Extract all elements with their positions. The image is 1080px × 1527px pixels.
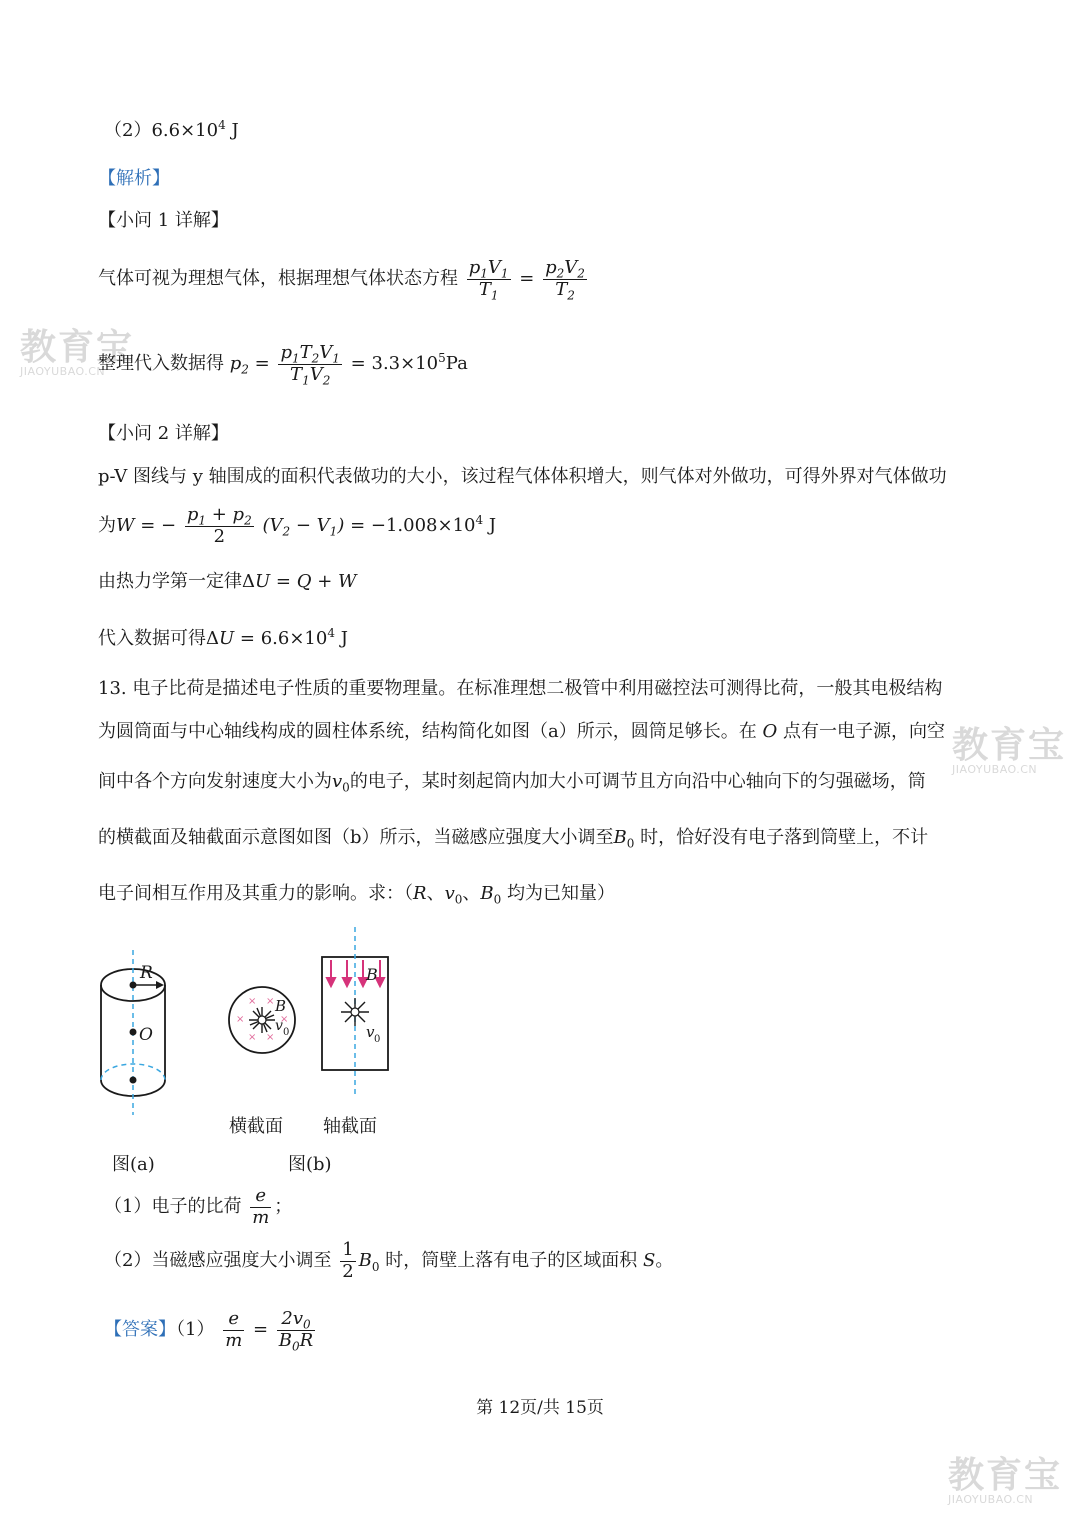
svg-text:×: ×: [236, 1014, 245, 1025]
q13-line3: 间中各个方向发射速度大小为$v_0$的电子，某时刻起筒内加大小可调节且方向沿中心轴向下的匀强磁场，筒: [98, 771, 926, 795]
axial-section-caption: 轴截面: [323, 1116, 377, 1137]
formula-one-half: $\frac{1}{2}$: [342, 1239, 354, 1282]
formula-p1v1-t1: $\frac{p_1V_1}{T_1}$: [468, 257, 509, 303]
svg-text:×: ×: [248, 1032, 257, 1043]
answer-line: 【答案】（1） $\frac{e}{m}$ = $\frac{2v_0}{B_0R}$: [104, 1308, 314, 1354]
svg-text:0: 0: [374, 1034, 381, 1045]
delta-u-line: 代入数据可得$\Delta U = 6.6\times 10^4$ J: [98, 626, 348, 649]
q12-answer-2: $(2)6.6\times 10^4$ J: [104, 118, 239, 141]
sub2-line1: p-V 图线与 y 轴围成的面积代表做功的大小，该过程气体体积增大，则气体对外做功，可得外界对气体做功: [98, 466, 947, 487]
gas-law-line: 气体可视为理想气体，根据理想气体状态方程 $\frac{p_1V_1}{T_1}$ = $\frac{p_2V_2}{T_2}$: [98, 257, 585, 303]
page-footer: 第 12页/共 15页: [476, 1398, 604, 1418]
svg-text:B: B: [275, 997, 287, 1015]
q13-line5: 电子间相互作用及其重力的影响。求：（R、$v_0$、$B_0$ 均为已知量）: [98, 883, 615, 907]
svg-text:B: B: [366, 965, 378, 984]
svg-text:×: ×: [280, 1014, 289, 1025]
formula-p2v2-t2: $\frac{p_2V_2}{T_2}$: [545, 257, 585, 303]
svg-text:v: v: [275, 1018, 283, 1034]
formula-e-over-m: $\frac{e}{m}$: [225, 1308, 243, 1351]
svg-text:R: R: [140, 963, 153, 983]
svg-text:0: 0: [283, 1027, 290, 1038]
work-line: 为W = − $\frac{p_1 + p_2}{2}$ $(V_2 - V_1) = -1.008\times 10^4$ J: [98, 504, 497, 547]
figure-b-caption: 图(b): [288, 1154, 332, 1175]
q13-line2: 为圆筒面与中心轴线构成的圆柱体系统，结构简化如图（a）所示，圆筒足够长。在 O 点有一电子源，向空: [98, 721, 945, 742]
svg-text:O: O: [139, 1025, 153, 1045]
watermark: 教育宝 JIAOYUBAO.CN: [948, 1455, 1063, 1506]
figure-a-cylinder: [90, 920, 190, 1120]
watermark: 教育宝 JIAOYUBAO.CN: [952, 725, 1067, 776]
p2-result-line: 整理代入数据得 $p_2$ = $\frac{p_1T_2V_1}{T_1V_2}$ = $3.3\times 10^5Pa$: [98, 342, 468, 388]
svg-text:×: ×: [266, 1032, 275, 1043]
cross-section-caption: 横截面: [229, 1116, 283, 1137]
svg-text:v: v: [366, 1023, 375, 1041]
formula-2v0-over-b0r: $\frac{2v_0}{B_0R}$: [278, 1308, 314, 1354]
watermark: 教育宝 JIAOYUBAO.CN: [20, 327, 135, 378]
question-1: （1）电子的比荷 $\frac{e}{m}$ ；: [104, 1185, 293, 1228]
figure-b-cross-section: [222, 980, 302, 1060]
svg-text:×: ×: [266, 996, 275, 1007]
question-2: （2）当磁感应强度大小调至 $\frac{1}{2}$ $B_0$ 时，筒壁上落有电子的区域面积 S。: [104, 1239, 674, 1282]
sub1-heading: 【小问 1 详解】: [98, 210, 229, 231]
q13-line4: 的横截面及轴截面示意图如图（b）所示，当磁感应强度大小调至$B_0$ 时，恰好没有电子落到筒壁上，不计: [98, 827, 929, 851]
figure-b-axial-section: [314, 922, 396, 1097]
analysis-tag: 【解析】: [98, 168, 170, 189]
first-law-line: 由热力学第一定律ΔU = Q + W: [98, 571, 357, 592]
svg-text:×: ×: [248, 996, 257, 1007]
figure-a-caption: 图(a): [112, 1154, 155, 1175]
formula-p2-expression: $\frac{p_1T_2V_1}{T_1V_2}$: [280, 342, 340, 388]
electron-source-o: [130, 1029, 137, 1036]
formula-pressure-average: $\frac{p_1 + p_2}{2}$: [186, 504, 252, 547]
formula-e-over-m: $\frac{e}{m}$: [252, 1185, 270, 1228]
q13-line1: 13. 电子比荷是描述电子性质的重要物理量。在标准理想二极管中利用磁控法可测得比荷，一般其电极结构: [98, 678, 943, 699]
sub2-heading: 【小问 2 详解】: [98, 423, 229, 444]
